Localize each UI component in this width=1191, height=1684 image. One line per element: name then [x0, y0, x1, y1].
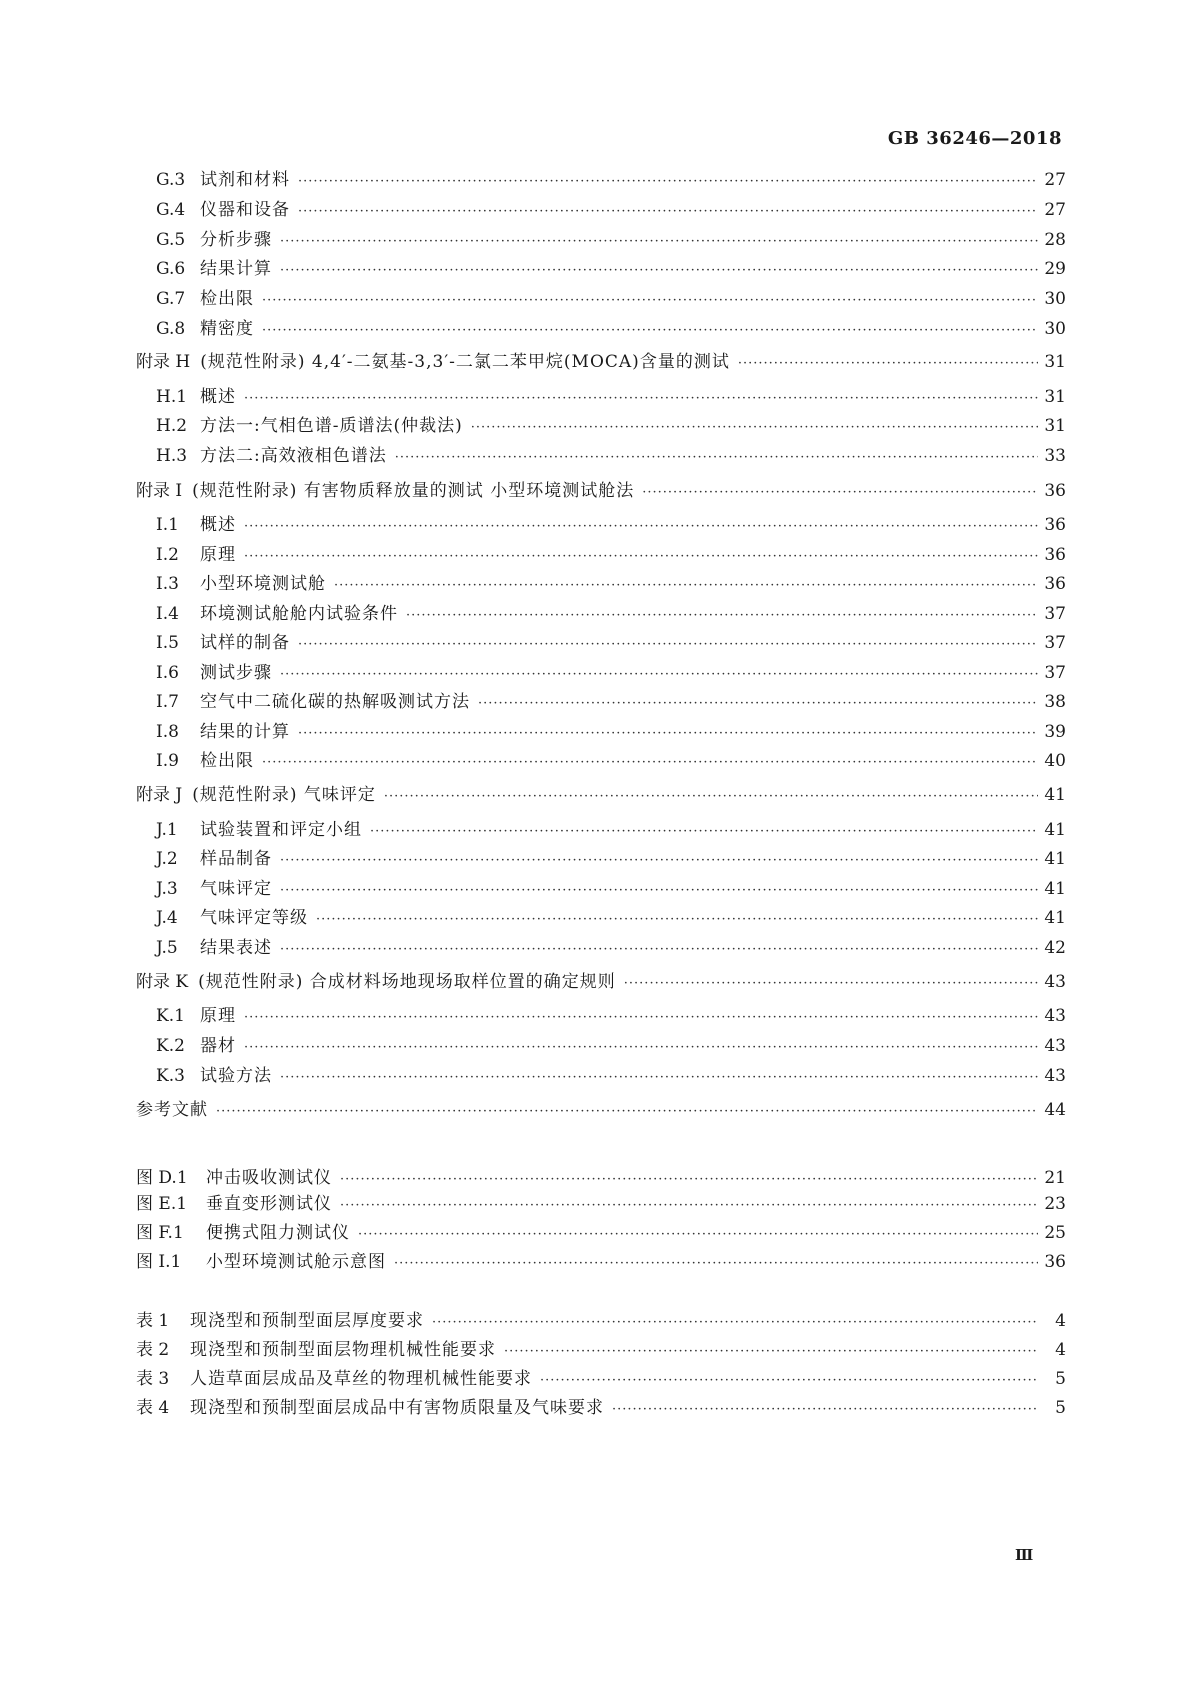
toc-title: (规范性附录) 合成材料场地现场取样位置的确定规则: [198, 972, 616, 992]
toc-appendix-j[interactable]: [136, 783, 1066, 807]
toc-appendix-i[interactable]: [136, 479, 1066, 503]
leader-dots: [280, 259, 1038, 283]
leader-dots: [340, 1168, 1038, 1192]
toc-code: I.1: [156, 515, 179, 535]
leader-dots: [280, 1066, 1038, 1090]
figure-entry[interactable]: [136, 1250, 1066, 1274]
toc-title: 试验方法: [200, 1066, 272, 1086]
toc-code: G.6: [156, 259, 186, 279]
figure-page: 23: [1044, 1194, 1066, 1214]
toc-code: J.1: [156, 820, 178, 840]
toc-page: 38: [1044, 692, 1066, 712]
toc-code: I.3: [156, 574, 179, 594]
figure-code: 图 F.1: [136, 1223, 184, 1243]
toc-title: 气味评定: [200, 879, 272, 899]
toc-title: 结果表述: [200, 938, 272, 958]
toc-entry[interactable]: [156, 847, 1066, 871]
toc-title: 概述: [200, 515, 236, 535]
leader-dots: [612, 1398, 1038, 1422]
leader-dots: [316, 908, 1038, 932]
toc-code: I.8: [156, 722, 179, 742]
toc-title: 试样的制备: [200, 633, 290, 653]
figure-code: 图 E.1: [136, 1194, 188, 1214]
toc-entry[interactable]: [156, 631, 1066, 655]
leader-dots: [298, 633, 1038, 657]
toc-entry[interactable]: [156, 818, 1066, 842]
toc-page: 33: [1044, 446, 1066, 466]
leader-dots: [298, 722, 1038, 746]
toc-code: G.8: [156, 319, 186, 339]
standard-code: GB 36246—2018: [887, 128, 1062, 149]
leader-dots: [298, 170, 1038, 194]
toc-page: 42: [1044, 938, 1066, 958]
figure-entry[interactable]: [136, 1221, 1066, 1245]
toc-entry[interactable]: [156, 749, 1066, 773]
toc-title: (规范性附录) 气味评定: [192, 785, 376, 805]
leader-dots: [262, 319, 1038, 343]
toc-title: 结果的计算: [200, 722, 290, 742]
toc-title: 试验装置和评定小组: [200, 820, 362, 840]
figure-page: 25: [1044, 1223, 1066, 1243]
toc-code: H.2: [156, 416, 188, 436]
toc-title: 测试步骤: [200, 663, 272, 683]
leader-dots: [478, 692, 1038, 716]
toc-bibliography[interactable]: [136, 1098, 1066, 1122]
toc-page: 43: [1044, 1006, 1066, 1026]
table-code: 表 1: [136, 1311, 170, 1331]
table-entry[interactable]: [136, 1367, 1066, 1391]
figure-title: 冲击吸收测试仪: [206, 1168, 332, 1188]
toc-code: I.6: [156, 663, 179, 683]
leader-dots: [262, 289, 1038, 313]
toc-page: 43: [1044, 1066, 1066, 1086]
leader-dots: [244, 545, 1038, 569]
toc-title: 空气中二硫化碳的热解吸测试方法: [200, 692, 470, 712]
toc-page: 37: [1044, 633, 1066, 653]
leader-dots: [384, 785, 1038, 809]
toc-entry[interactable]: [156, 572, 1066, 596]
toc-code: G.3: [156, 170, 186, 190]
table-page: 5: [1055, 1398, 1066, 1418]
leader-dots: [280, 663, 1038, 687]
toc-title: 样品制备: [200, 849, 272, 869]
toc-page: 29: [1044, 259, 1066, 279]
toc-code: 附录 J: [136, 785, 183, 805]
toc-entry[interactable]: [156, 257, 1066, 281]
toc-title: 环境测试舱舱内试验条件: [200, 604, 398, 624]
leader-dots: [334, 574, 1038, 598]
leader-dots: [244, 1036, 1038, 1060]
figure-page: 36: [1044, 1252, 1066, 1272]
toc-code: J.4: [156, 908, 178, 928]
leader-dots: [504, 1340, 1038, 1364]
toc-page: 30: [1044, 319, 1066, 339]
toc-entry[interactable]: [156, 661, 1066, 685]
toc-appendix-h[interactable]: [136, 350, 1066, 374]
figure-page: 21: [1044, 1168, 1066, 1188]
table-title: 现浇型和预制型面层厚度要求: [190, 1311, 424, 1331]
toc-appendix-k[interactable]: [136, 970, 1066, 994]
toc-page: 37: [1044, 604, 1066, 624]
toc-code: I.7: [156, 692, 179, 712]
table-entry[interactable]: [136, 1338, 1066, 1362]
leader-dots: [244, 1006, 1038, 1030]
toc-page: 39: [1044, 722, 1066, 742]
toc-code: K.1: [156, 1006, 185, 1026]
toc-page: 28: [1044, 230, 1066, 250]
toc-title: 器材: [200, 1036, 236, 1056]
toc-entry[interactable]: [156, 602, 1066, 626]
leader-dots: [298, 200, 1038, 224]
table-code: 表 3: [136, 1369, 170, 1389]
toc-entry[interactable]: [156, 385, 1066, 409]
toc-title: 参考文献: [136, 1100, 208, 1120]
toc-page: 31: [1044, 352, 1066, 372]
table-page: 4: [1055, 1311, 1066, 1331]
toc-entry[interactable]: [156, 936, 1066, 960]
table-entry[interactable]: [136, 1309, 1066, 1333]
toc-page: 44: [1044, 1100, 1066, 1120]
toc-page: 37: [1044, 663, 1066, 683]
toc-entry[interactable]: [156, 228, 1066, 252]
toc-entry[interactable]: [156, 414, 1066, 438]
toc-code: G.4: [156, 200, 186, 220]
toc-page: 41: [1044, 849, 1066, 869]
leader-dots: [244, 387, 1038, 411]
toc-entry[interactable]: [156, 906, 1066, 930]
toc-code: H.1: [156, 387, 188, 407]
toc-title: 检出限: [200, 289, 254, 309]
toc-page: 31: [1044, 416, 1066, 436]
toc-title: 分析步骤: [200, 230, 272, 250]
toc-entry[interactable]: [156, 168, 1066, 192]
toc-title: 仪器和设备: [200, 200, 290, 220]
toc-entry[interactable]: [156, 1064, 1066, 1088]
toc-entry[interactable]: [156, 317, 1066, 341]
toc-code: 附录 H: [136, 352, 191, 372]
toc-code: K.3: [156, 1066, 185, 1086]
toc-page: 41: [1044, 785, 1066, 805]
toc-code: I.4: [156, 604, 179, 624]
toc-code: I.9: [156, 751, 179, 771]
toc-code: J.3: [156, 879, 178, 899]
toc-title: 原理: [200, 1006, 236, 1026]
figure-entry[interactable]: [136, 1166, 1066, 1190]
toc-title: 小型环境测试舱: [200, 574, 326, 594]
table-page: 4: [1055, 1340, 1066, 1360]
toc-entry[interactable]: [156, 1034, 1066, 1058]
leader-dots: [395, 446, 1038, 470]
leader-dots: [280, 938, 1038, 962]
toc-title: 检出限: [200, 751, 254, 771]
toc-entry[interactable]: [156, 1004, 1066, 1028]
figure-entry[interactable]: [136, 1192, 1066, 1216]
toc-entry[interactable]: [156, 720, 1066, 744]
toc-code: J.5: [156, 938, 178, 958]
toc-page: 31: [1044, 387, 1066, 407]
toc-title: 气味评定等级: [200, 908, 308, 928]
toc-code: 附录 I: [136, 481, 183, 501]
toc-entry[interactable]: [156, 287, 1066, 311]
toc-code: G.7: [156, 289, 186, 309]
leader-dots: [340, 1194, 1038, 1218]
toc-entry[interactable]: [156, 877, 1066, 901]
leader-dots: [738, 352, 1038, 376]
leader-dots: [262, 751, 1038, 775]
table-entry[interactable]: [136, 1396, 1066, 1420]
leader-dots: [370, 820, 1038, 844]
toc-entry[interactable]: [156, 543, 1066, 567]
figure-title: 便携式阻力测试仪: [206, 1223, 350, 1243]
toc-title: 方法二:高效液相色谱法: [200, 446, 387, 466]
leader-dots: [358, 1223, 1038, 1247]
leader-dots: [394, 1252, 1038, 1276]
leader-dots: [244, 515, 1038, 539]
leader-dots: [406, 604, 1038, 628]
table-title: 现浇型和预制型面层成品中有害物质限量及气味要求: [190, 1398, 604, 1418]
toc-page: 36: [1044, 545, 1066, 565]
leader-dots: [280, 879, 1038, 903]
toc-code: G.5: [156, 230, 186, 250]
table-code: 表 2: [136, 1340, 170, 1360]
toc-entry[interactable]: [156, 444, 1066, 468]
toc-entry[interactable]: [156, 198, 1066, 222]
table-code: 表 4: [136, 1398, 170, 1418]
toc-title: (规范性附录) 有害物质释放量的测试 小型环境测试舱法: [192, 481, 635, 501]
table-title: 现浇型和预制型面层物理机械性能要求: [190, 1340, 496, 1360]
toc-page: 40: [1044, 751, 1066, 771]
toc-code: K.2: [156, 1036, 185, 1056]
leader-dots: [432, 1311, 1038, 1335]
toc-title: 方法一:气相色谱-质谱法(仲裁法): [200, 416, 463, 436]
toc-code: J.2: [156, 849, 178, 869]
toc-page: 36: [1044, 574, 1066, 594]
figure-title: 垂直变形测试仪: [206, 1194, 332, 1214]
toc-code: I.5: [156, 633, 179, 653]
figure-code: 图 D.1: [136, 1168, 188, 1188]
figure-title: 小型环境测试舱示意图: [206, 1252, 386, 1272]
toc-page: 41: [1044, 908, 1066, 928]
leader-dots: [642, 481, 1038, 505]
toc-page: 36: [1044, 481, 1066, 501]
toc-title: 结果计算: [200, 259, 272, 279]
leader-dots: [471, 416, 1038, 440]
leader-dots: [216, 1100, 1038, 1124]
toc-page: 36: [1044, 515, 1066, 535]
table-page: 5: [1055, 1369, 1066, 1389]
toc-page: 27: [1044, 200, 1066, 220]
toc-title: 精密度: [200, 319, 254, 339]
toc-page: 27: [1044, 170, 1066, 190]
leader-dots: [540, 1369, 1038, 1393]
toc-code: 附录 K: [136, 972, 189, 992]
toc-entry[interactable]: [156, 690, 1066, 714]
toc-page: 41: [1044, 820, 1066, 840]
toc-title: (规范性附录) 4,4′-二氨基-3,3′-二氯二苯甲烷(MOCA)含量的测试: [200, 352, 730, 372]
toc-title: 试剂和材料: [200, 170, 290, 190]
leader-dots: [624, 972, 1038, 996]
toc-code: I.2: [156, 545, 179, 565]
leader-dots: [280, 230, 1038, 254]
toc-entry[interactable]: [156, 513, 1066, 537]
page-folio: Ⅲ: [1015, 1546, 1034, 1564]
toc-page: 41: [1044, 879, 1066, 899]
toc-page: 43: [1044, 972, 1066, 992]
leader-dots: [280, 849, 1038, 873]
table-title: 人造草面层成品及草丝的物理机械性能要求: [190, 1369, 532, 1389]
toc-title: 原理: [200, 545, 236, 565]
figure-code: 图 I.1: [136, 1252, 182, 1272]
toc-page: 43: [1044, 1036, 1066, 1056]
toc-page: 30: [1044, 289, 1066, 309]
toc-code: H.3: [156, 446, 188, 466]
toc-title: 概述: [200, 387, 236, 407]
